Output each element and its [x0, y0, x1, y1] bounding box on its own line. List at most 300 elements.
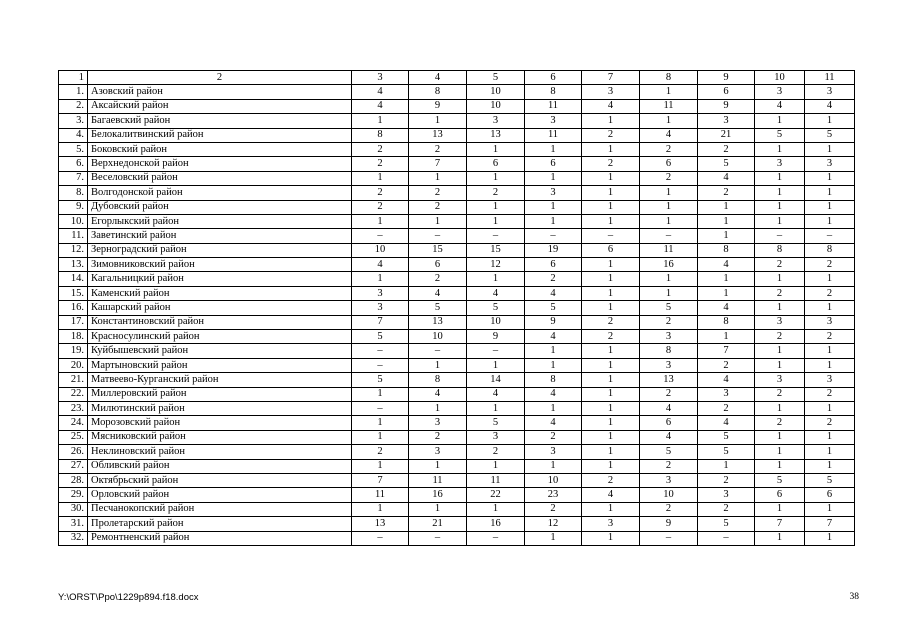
value-cell: 1 [755, 114, 805, 128]
value-cell: 1 [698, 272, 755, 286]
table-row [59, 272, 855, 286]
table-row [59, 488, 855, 502]
row-number-cell: 18. [59, 330, 88, 344]
value-cell: 6 [805, 488, 855, 502]
value-cell: 2 [640, 387, 698, 401]
value-cell: 1 [755, 430, 805, 444]
value-cell: 3 [467, 114, 525, 128]
value-cell: 4 [352, 99, 409, 113]
value-cell: – [409, 229, 467, 243]
value-cell: 13 [409, 315, 467, 329]
value-cell: – [640, 531, 698, 545]
district-name-cell: Неклиновский район [88, 445, 352, 459]
row-number-cell: 25. [59, 430, 88, 444]
value-cell: 1 [582, 272, 640, 286]
column-number-cell: 4 [409, 71, 467, 85]
value-cell: 11 [467, 473, 525, 487]
district-name-cell: Ремонтненский район [88, 531, 352, 545]
table-row [59, 258, 855, 272]
value-cell: 1 [805, 430, 855, 444]
value-cell: 6 [409, 258, 467, 272]
value-cell: 1 [352, 430, 409, 444]
value-cell: 1 [582, 445, 640, 459]
row-number-cell: 5. [59, 142, 88, 156]
table-row [59, 128, 855, 142]
value-cell: – [409, 531, 467, 545]
value-cell: 7 [805, 517, 855, 531]
value-cell: 3 [805, 85, 855, 99]
row-number-cell: 29. [59, 488, 88, 502]
value-cell: 1 [467, 200, 525, 214]
value-cell: 1 [805, 186, 855, 200]
value-cell: 8 [352, 128, 409, 142]
value-cell: 6 [525, 258, 582, 272]
value-cell: – [582, 229, 640, 243]
value-cell: 2 [640, 315, 698, 329]
value-cell: 1 [352, 502, 409, 516]
value-cell: 2 [409, 200, 467, 214]
row-number-cell: 7. [59, 171, 88, 185]
value-cell: 1 [525, 142, 582, 156]
row-number-cell: 6. [59, 157, 88, 171]
value-cell: 1 [582, 373, 640, 387]
row-number-cell: 19. [59, 344, 88, 358]
value-cell: 1 [467, 142, 525, 156]
value-cell: 2 [698, 142, 755, 156]
table-row [59, 502, 855, 516]
district-name-cell: Матвеево-Курганский район [88, 373, 352, 387]
table-row [59, 200, 855, 214]
district-table [58, 70, 855, 546]
value-cell: 1 [755, 358, 805, 372]
value-cell: 7 [698, 344, 755, 358]
value-cell: 12 [467, 258, 525, 272]
value-cell: 2 [525, 430, 582, 444]
table-row [59, 531, 855, 545]
value-cell: 4 [352, 258, 409, 272]
value-cell: 2 [409, 272, 467, 286]
value-cell: 4 [755, 99, 805, 113]
value-cell: 4 [698, 416, 755, 430]
value-cell: 8 [805, 243, 855, 257]
value-cell: 5 [352, 373, 409, 387]
value-cell: 1 [755, 200, 805, 214]
column-number-cell: 5 [467, 71, 525, 85]
value-cell: – [352, 531, 409, 545]
value-cell: 10 [467, 99, 525, 113]
value-cell: – [467, 531, 525, 545]
value-cell: 1 [755, 531, 805, 545]
value-cell: 1 [755, 502, 805, 516]
value-cell: 4 [582, 99, 640, 113]
value-cell: 10 [467, 85, 525, 99]
district-name-cell: Белокалитвинский район [88, 128, 352, 142]
value-cell: 2 [582, 473, 640, 487]
district-name-cell: Мясниковский район [88, 430, 352, 444]
value-cell: 1 [640, 114, 698, 128]
value-cell: 1 [582, 430, 640, 444]
value-cell: 3 [755, 315, 805, 329]
value-cell: 1 [525, 531, 582, 545]
value-cell: 2 [698, 358, 755, 372]
table-row [59, 387, 855, 401]
value-cell: 1 [525, 171, 582, 185]
value-cell: 1 [698, 330, 755, 344]
value-cell: 10 [352, 243, 409, 257]
value-cell: 2 [698, 502, 755, 516]
table-row [59, 85, 855, 99]
table-row [59, 330, 855, 344]
value-cell: 5 [640, 445, 698, 459]
value-cell: – [352, 358, 409, 372]
value-cell: 1 [582, 186, 640, 200]
table-row [59, 473, 855, 487]
value-cell: 3 [698, 387, 755, 401]
value-cell: 1 [409, 459, 467, 473]
value-cell: 4 [640, 430, 698, 444]
value-cell: 2 [467, 186, 525, 200]
value-cell: 1 [409, 214, 467, 228]
value-cell: 1 [582, 258, 640, 272]
district-name-cell: Октябрьский район [88, 473, 352, 487]
value-cell: 1 [409, 502, 467, 516]
value-cell: 13 [640, 373, 698, 387]
table-row [59, 445, 855, 459]
table-row [59, 171, 855, 185]
value-cell: 1 [352, 114, 409, 128]
value-cell: 6 [582, 243, 640, 257]
value-cell: 1 [409, 171, 467, 185]
value-cell: 11 [640, 99, 698, 113]
value-cell: 1 [698, 200, 755, 214]
value-cell: 2 [640, 171, 698, 185]
value-cell: 6 [525, 157, 582, 171]
value-cell: 10 [525, 473, 582, 487]
value-cell: 23 [525, 488, 582, 502]
value-cell: 4 [698, 373, 755, 387]
value-cell: 1 [755, 401, 805, 415]
value-cell: 1 [582, 171, 640, 185]
value-cell: 16 [409, 488, 467, 502]
value-cell: 9 [525, 315, 582, 329]
value-cell: 1 [640, 272, 698, 286]
row-number-cell: 11. [59, 229, 88, 243]
value-cell: 2 [805, 330, 855, 344]
row-number-cell: 12. [59, 243, 88, 257]
value-cell: 1 [582, 401, 640, 415]
value-cell: 6 [640, 416, 698, 430]
value-cell: – [640, 229, 698, 243]
district-name-cell: Пролетарский район [88, 517, 352, 531]
value-cell: 1 [582, 200, 640, 214]
value-cell: 3 [352, 301, 409, 315]
district-name-cell: Куйбышевский район [88, 344, 352, 358]
value-cell: 6 [698, 85, 755, 99]
value-cell: 3 [467, 430, 525, 444]
table-row [59, 99, 855, 113]
value-cell: 1 [582, 531, 640, 545]
value-cell: 3 [698, 488, 755, 502]
value-cell: 5 [805, 128, 855, 142]
district-name-cell: Обливский район [88, 459, 352, 473]
value-cell: 21 [698, 128, 755, 142]
value-cell: 11 [640, 243, 698, 257]
district-name-cell: Боковский район [88, 142, 352, 156]
value-cell: – [755, 229, 805, 243]
value-cell: 1 [352, 171, 409, 185]
value-cell: 4 [409, 286, 467, 300]
value-cell: 13 [467, 128, 525, 142]
value-cell: 11 [409, 473, 467, 487]
table-row [59, 229, 855, 243]
value-cell: 4 [409, 387, 467, 401]
value-cell: 1 [409, 114, 467, 128]
value-cell: – [525, 229, 582, 243]
value-cell: 4 [467, 387, 525, 401]
value-cell: 3 [409, 416, 467, 430]
value-cell: 2 [698, 473, 755, 487]
value-cell: 3 [525, 114, 582, 128]
value-cell: 1 [525, 459, 582, 473]
table-row [59, 114, 855, 128]
value-cell: 2 [352, 200, 409, 214]
table-row [59, 459, 855, 473]
value-cell: – [409, 344, 467, 358]
value-cell: 13 [409, 128, 467, 142]
value-cell: 1 [805, 200, 855, 214]
district-name-cell: Верхнедонской район [88, 157, 352, 171]
value-cell: 3 [805, 157, 855, 171]
value-cell: 2 [352, 186, 409, 200]
table-row [59, 430, 855, 444]
column-number-cell: 8 [640, 71, 698, 85]
value-cell: 8 [698, 315, 755, 329]
value-cell: 11 [352, 488, 409, 502]
value-cell: 8 [409, 85, 467, 99]
district-name-cell: Аксайский район [88, 99, 352, 113]
row-number-cell: 22. [59, 387, 88, 401]
value-cell: 1 [805, 401, 855, 415]
value-cell: 3 [582, 517, 640, 531]
district-name-cell: Зимовниковский район [88, 258, 352, 272]
district-name-cell: Дубовский район [88, 200, 352, 214]
value-cell: 1 [409, 401, 467, 415]
value-cell: 12 [525, 517, 582, 531]
value-cell: 2 [805, 258, 855, 272]
value-cell: 1 [582, 286, 640, 300]
row-number-cell: 3. [59, 114, 88, 128]
value-cell: 3 [525, 445, 582, 459]
district-name-cell: Морозовский район [88, 416, 352, 430]
value-cell: 1 [755, 186, 805, 200]
district-name-cell: Орловский район [88, 488, 352, 502]
value-cell: 5 [698, 517, 755, 531]
value-cell: 1 [640, 85, 698, 99]
value-cell: 1 [582, 502, 640, 516]
value-cell: 1 [805, 344, 855, 358]
column-number-cell: 3 [352, 71, 409, 85]
value-cell: 2 [640, 459, 698, 473]
value-cell: 1 [352, 459, 409, 473]
value-cell: 3 [755, 373, 805, 387]
value-cell: 2 [805, 416, 855, 430]
value-cell: 1 [409, 358, 467, 372]
row-number-cell: 8. [59, 186, 88, 200]
value-cell: 1 [467, 214, 525, 228]
row-number-cell: 32. [59, 531, 88, 545]
value-cell: 9 [409, 99, 467, 113]
value-cell: 1 [582, 214, 640, 228]
district-name-cell: Константиновский район [88, 315, 352, 329]
district-name-cell: Миллеровский район [88, 387, 352, 401]
table-row [59, 301, 855, 315]
value-cell: 1 [640, 286, 698, 300]
value-cell: 1 [755, 214, 805, 228]
value-cell: 1 [582, 459, 640, 473]
value-cell: – [467, 344, 525, 358]
value-cell: 1 [805, 502, 855, 516]
value-cell: 2 [805, 387, 855, 401]
value-cell: 1 [698, 214, 755, 228]
table-row [59, 401, 855, 415]
value-cell: 7 [755, 517, 805, 531]
value-cell: 1 [467, 358, 525, 372]
table-row [59, 214, 855, 228]
district-name-cell: Заветинский район [88, 229, 352, 243]
column-number-cell: 1 [59, 71, 88, 85]
value-cell: 1 [582, 301, 640, 315]
value-cell: 4 [698, 171, 755, 185]
value-cell: 3 [805, 315, 855, 329]
value-cell: 2 [582, 128, 640, 142]
value-cell: 1 [805, 531, 855, 545]
value-cell: 1 [352, 214, 409, 228]
value-cell: 3 [755, 157, 805, 171]
value-cell: – [352, 401, 409, 415]
value-cell: 7 [352, 315, 409, 329]
table-row [59, 373, 855, 387]
value-cell: 5 [467, 416, 525, 430]
page-number: 38 [849, 592, 859, 602]
value-cell: 10 [467, 315, 525, 329]
value-cell: 1 [525, 214, 582, 228]
district-name-cell: Каменский район [88, 286, 352, 300]
value-cell: 3 [525, 186, 582, 200]
value-cell: 4 [582, 488, 640, 502]
value-cell: 8 [525, 85, 582, 99]
value-cell: 1 [582, 358, 640, 372]
row-number-cell: 31. [59, 517, 88, 531]
table-row [59, 344, 855, 358]
value-cell: 15 [409, 243, 467, 257]
value-cell: 3 [640, 330, 698, 344]
value-cell: 4 [525, 330, 582, 344]
value-cell: 1 [805, 459, 855, 473]
value-cell: 1 [352, 387, 409, 401]
value-cell: 2 [409, 430, 467, 444]
value-cell: 3 [640, 358, 698, 372]
value-cell: 1 [467, 459, 525, 473]
document-path: Y:\ORST\Ppo\1229p894.f18.docx [58, 592, 199, 603]
row-number-cell: 14. [59, 272, 88, 286]
row-number-cell: 17. [59, 315, 88, 329]
value-cell: 1 [755, 344, 805, 358]
value-cell: 10 [640, 488, 698, 502]
value-cell: 1 [805, 171, 855, 185]
row-number-cell: 9. [59, 200, 88, 214]
row-number-cell: 23. [59, 401, 88, 415]
value-cell: 5 [409, 301, 467, 315]
value-cell: 11 [525, 99, 582, 113]
value-cell: 1 [582, 387, 640, 401]
value-cell: 6 [467, 157, 525, 171]
column-number-cell: 6 [525, 71, 582, 85]
value-cell: 1 [640, 186, 698, 200]
value-cell: – [805, 229, 855, 243]
district-name-cell: Азовский район [88, 85, 352, 99]
value-cell: 4 [352, 85, 409, 99]
value-cell: 2 [755, 286, 805, 300]
value-cell: 1 [805, 272, 855, 286]
district-name-cell: Кагальницкий район [88, 272, 352, 286]
value-cell: 4 [467, 286, 525, 300]
table-row [59, 416, 855, 430]
value-cell: 3 [698, 114, 755, 128]
row-number-cell: 26. [59, 445, 88, 459]
value-cell: 5 [755, 473, 805, 487]
value-cell: 5 [467, 301, 525, 315]
value-cell: 9 [698, 99, 755, 113]
row-number-cell: 27. [59, 459, 88, 473]
value-cell: 5 [698, 430, 755, 444]
value-cell: 1 [525, 401, 582, 415]
value-cell: 16 [640, 258, 698, 272]
value-cell: 3 [640, 473, 698, 487]
row-number-cell: 21. [59, 373, 88, 387]
value-cell: 1 [755, 301, 805, 315]
value-cell: – [352, 344, 409, 358]
value-cell: 1 [698, 286, 755, 300]
value-cell: – [352, 229, 409, 243]
district-name-cell: Зерноградский район [88, 243, 352, 257]
value-cell: 8 [698, 243, 755, 257]
value-cell: 5 [755, 128, 805, 142]
value-cell: 1 [352, 272, 409, 286]
value-cell: 5 [525, 301, 582, 315]
table-row [59, 358, 855, 372]
value-cell: 2 [640, 502, 698, 516]
district-name-cell: Песчанокопский район [88, 502, 352, 516]
value-cell: 6 [755, 488, 805, 502]
value-cell: 22 [467, 488, 525, 502]
district-name-cell: Мартыновский район [88, 358, 352, 372]
column-number-cell: 11 [805, 71, 855, 85]
value-cell: 11 [525, 128, 582, 142]
row-number-cell: 2. [59, 99, 88, 113]
table-row [59, 243, 855, 257]
value-cell: 21 [409, 517, 467, 531]
table-row [59, 517, 855, 531]
value-cell: 1 [352, 416, 409, 430]
value-cell: 3 [582, 85, 640, 99]
value-cell: 1 [467, 171, 525, 185]
value-cell: 4 [805, 99, 855, 113]
value-cell: 4 [698, 258, 755, 272]
value-cell: 1 [805, 214, 855, 228]
row-number-cell: 30. [59, 502, 88, 516]
row-number-cell: 24. [59, 416, 88, 430]
district-name-cell: Багаевский район [88, 114, 352, 128]
